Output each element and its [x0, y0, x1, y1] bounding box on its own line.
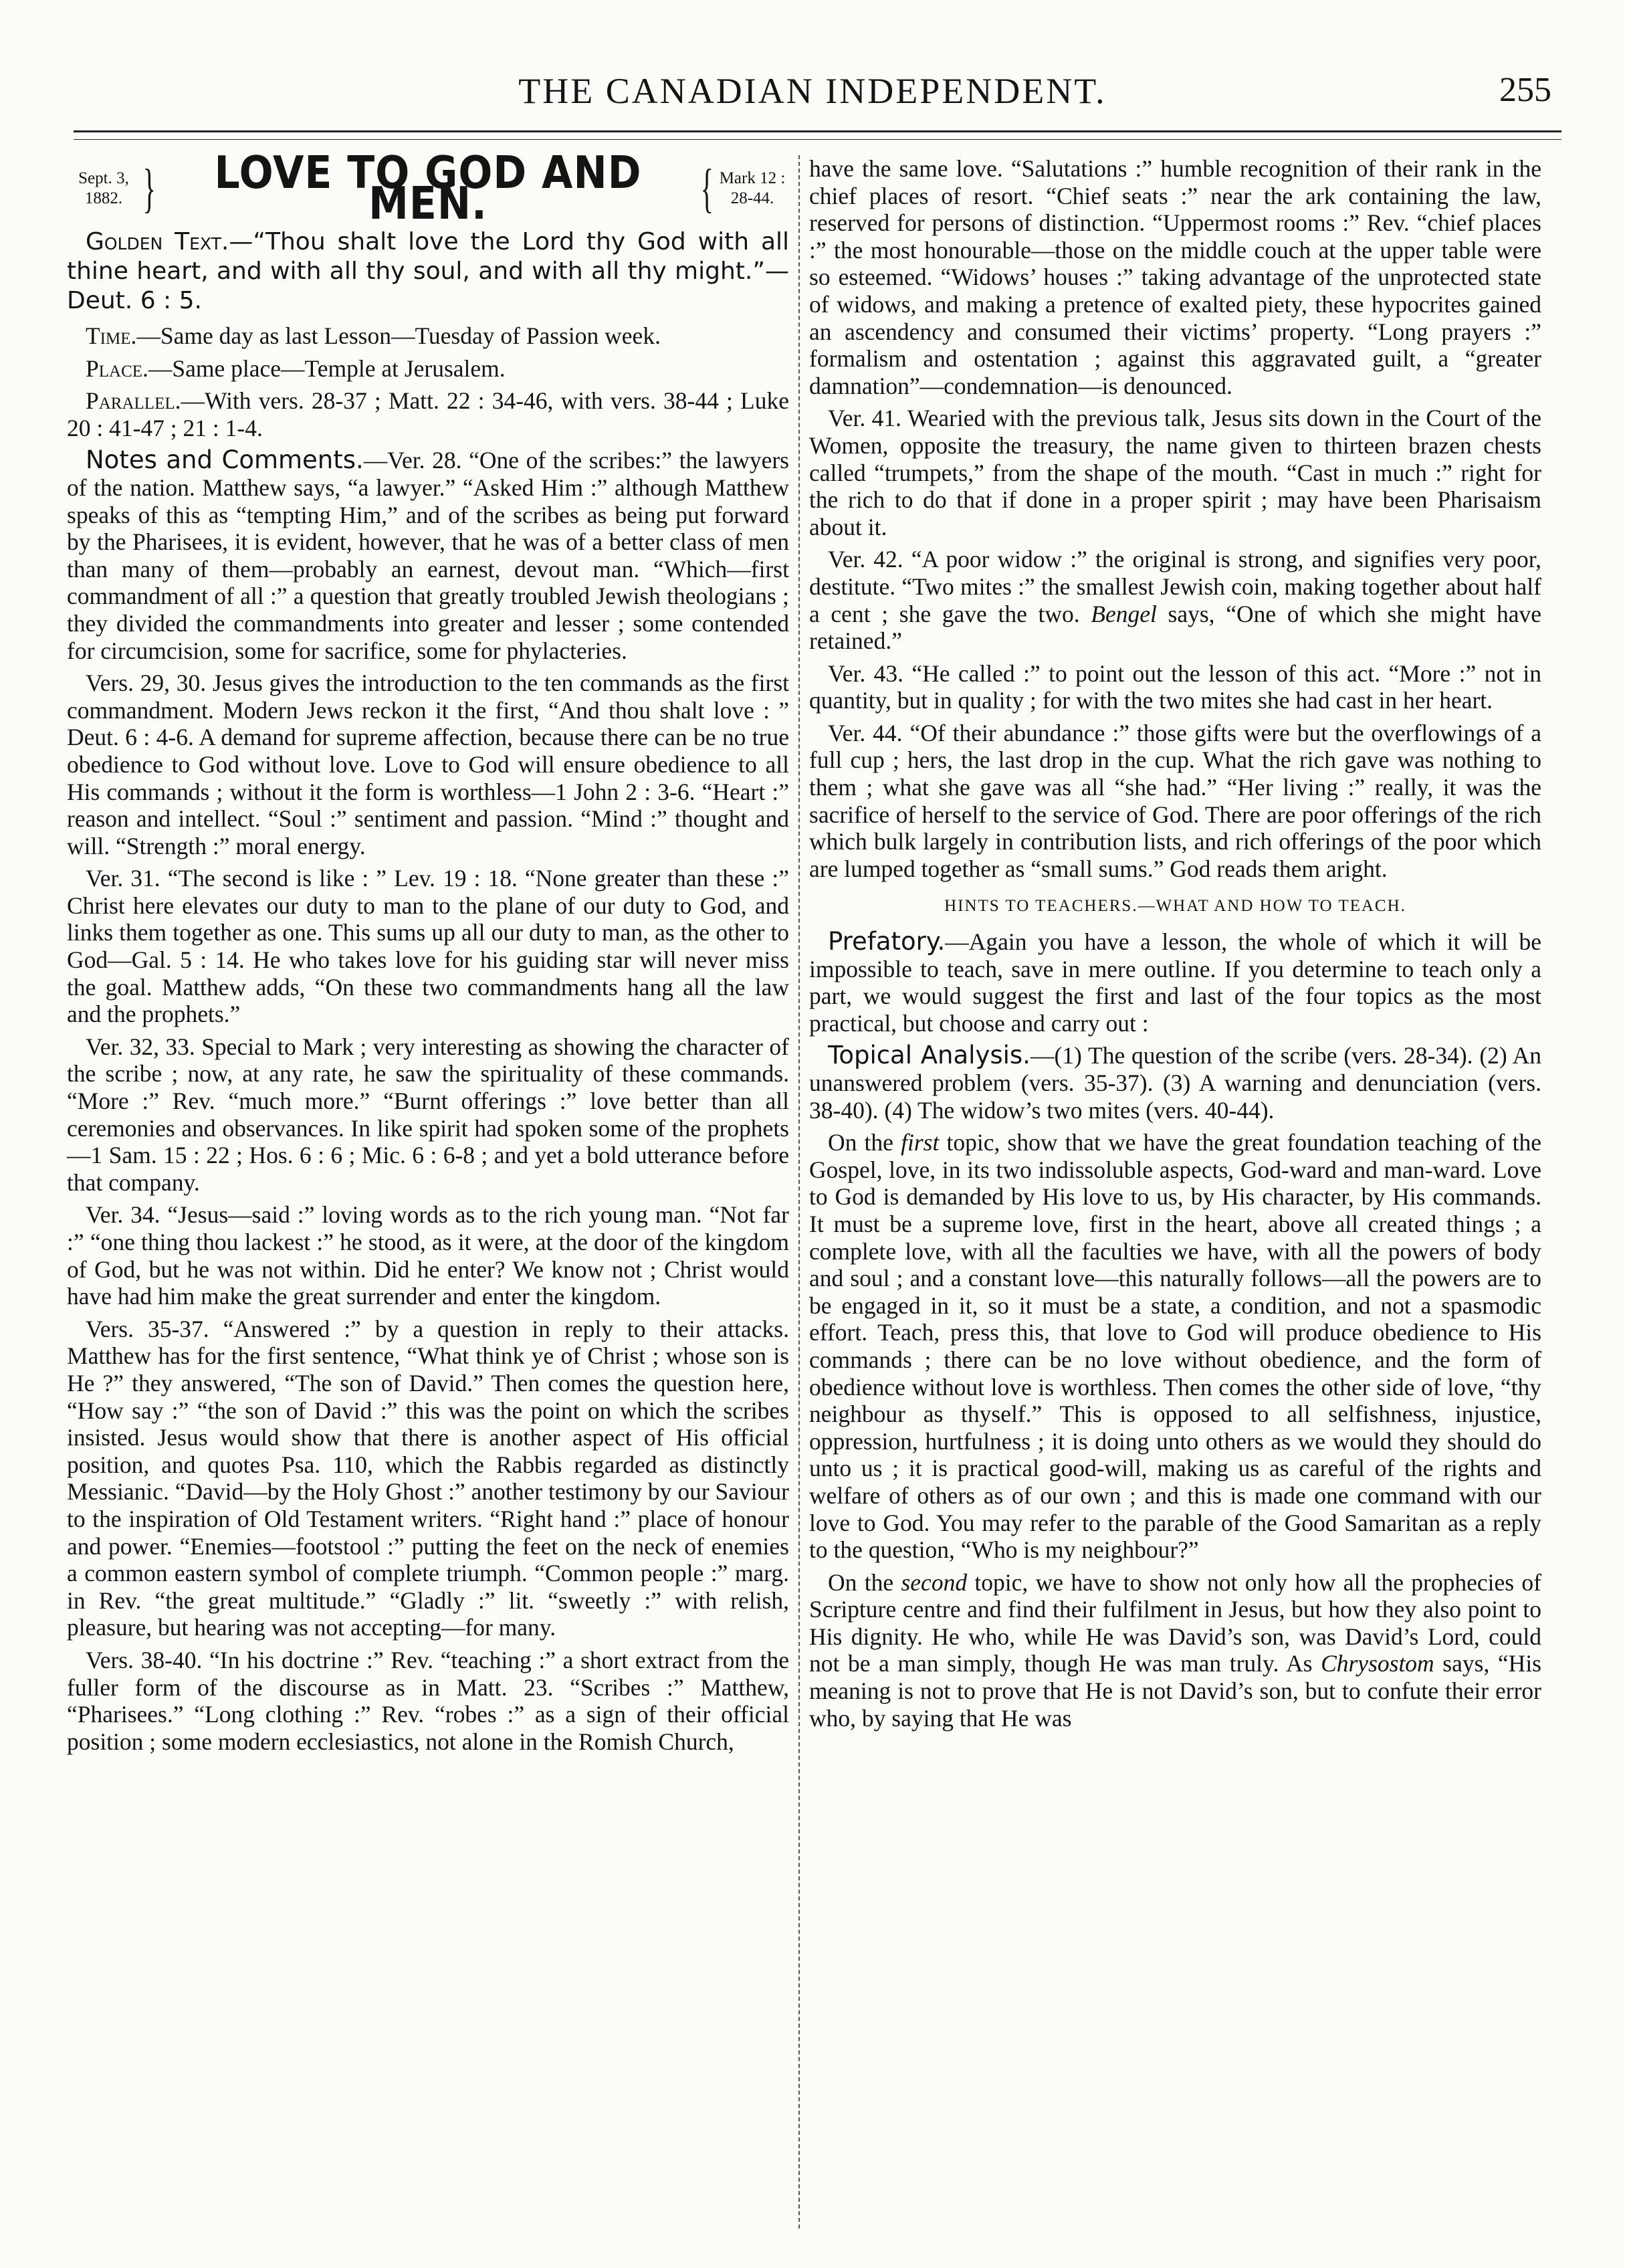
ver-34-paragraph: Ver. 34. “Jesus—said :” loving words as to the rich young man. “Not far :” “one thing thou lackest :” he stood, as it were, at the door of the kingdom of God, but he was not within. Did he enter? We know not ; Christ would have had him make the great surrender and enter the kingdom.: [67, 1201, 789, 1310]
parallel-paragraph: [67, 387, 789, 441]
continued-paragraph: have the same love. “Salutations :” humble recognition of their rank in the chief places of resort. “Chief seats :” near the ark containing the law, reserved for persons of distinction. “Uppermost rooms :” Rev. “chief places :” the most honourable—those on the middle couch at the upper table were so esteemed. “Widows’ houses :” taking advantage of the unprotected state of widows, and making a pretence of exalted piety, these hypocrites gained an ascendency and consumed their victims’ property. “Long prayers :” formalism and ostentation ; against this aggravated guilt, a “greater damnation”—condemnation—is denounced.: [809, 155, 1541, 399]
lesson-date-line1: Sept. 3,: [78, 169, 129, 187]
ver-41-paragraph: Ver. 41. Wearied with the previous talk, Jesus sits down in the Court of the Women, opposite the treasury, the name given to thirteen brazen chests called “trumpets,” from the shape of the mouth. “Cast in much :” right for the rich to do that if done in a proper spirit ; may have been Pharisaism about it.: [809, 405, 1541, 540]
second-topic-paragraph: [809, 1569, 1541, 1732]
ver-31-paragraph: Ver. 31. “The second is like : ” Lev. 19 : 18. “None greater than these :” Christ here elevates our duty to man to the plane of our duty to God, and links them together as one. This sums up all our duty to man, as the other to God—Gal. 5 : 14. He who takes love for his guiding star will never miss the goal. Matthew adds, “On these two commandments hang all the law and the prophets.”: [67, 865, 789, 1028]
lesson-heading: [67, 146, 789, 230]
vers-35-37-paragraph: Vers. 35-37. “Answered :” by a question in reply to their attacks. Matthew has for the first sentence, “What think ye of Christ ; whose son is He ?” they answered, “The son of David.” Then comes the question here, “How say :” “the son of David :” this was the point on which the scribes insisted. Jesus would show that there is another aspect of His official position, and quotes Psa. 110, which the Rabbis regarded as distinctly Messianic. “David—by the Holy Ghost :” another testimony by our Saviour to the inspiration of Old Testament writers. “Right hand :” place of honour and power. “Enemies—footstool :” putting the feet on the neck of enemies a common eastern symbol of complete triumph. “Common people :” marg. in Rev. “the great multitude.” “Gladly :” lit. “sweetly :” with relish, pleasure, but hearing was not accepting—for many.: [67, 1315, 789, 1641]
header-rule: [74, 130, 1561, 132]
lesson-date: [67, 169, 140, 209]
first-topic-paragraph: [809, 1129, 1541, 1564]
header-rule-thin: [74, 139, 1561, 140]
running-header: [74, 70, 1551, 117]
vers-29-30-paragraph: Vers. 29, 30. Jesus gives the introduction to the ten commands as the first commandment. Modern Jews reckon it the first, “And thou shalt love : ” Deut. 6 : 4-6. A demand for supreme affection, because there can be no true obedience to God without love. Love to God will ensure obedience to all His commands ; without it the form is worthless—1 John 2 : 3-6. “Heart :” reason and intellect. “Soul :” sentiment and passion. “Mind :” thought and will. “Strength :” moral energy.: [67, 669, 789, 859]
column-divider: [798, 155, 800, 2229]
scripture-reference-line1: Mark 12 :: [719, 169, 786, 187]
time-label: Time.: [86, 322, 137, 349]
first-topic-a: On the: [828, 1129, 901, 1156]
place-paragraph: [67, 355, 789, 383]
hints-heading: HINTS TO TEACHERS.—WHAT AND HOW TO TEACH.: [944, 897, 1406, 916]
prefatory-label: Prefatory.: [828, 927, 946, 956]
golden-text: [67, 227, 789, 316]
topical-paragraph: [809, 1042, 1541, 1124]
topical-text: —(1) The question of the scribe (vers. 28-34). (2) An unanswered problem (vers. 35-37). (3) A warning and denunciation (vers. 38-40). (4) The widow’s two mites (vers. 40-44).: [809, 1042, 1541, 1124]
second-topic-a: On the: [828, 1568, 901, 1596]
chrysostom-name: Chrysostom: [1321, 1650, 1434, 1677]
notes-paragraph: [67, 447, 789, 664]
ver-44-paragraph: Ver. 44. “Of their abundance :” those gifts were but the overflowings of a full cup ; hers, the last drop in the cup. What the rich gave was nothing to them ; what she gave was all “she had.” “Her living :” really, it was the sacrifice of herself to the service of God. There are poor offerings of the rich which bulk largely in contribution lists, and rich offerings of the poor which are lumped together as “small sums.” God reads them aright.: [809, 719, 1541, 882]
second-topic-c: says, “His meaning is not to prove that He is not David’s son, but to confute their error who, by saying that He was: [809, 1650, 1541, 1732]
journal-title: THE CANADIAN INDEPENDENT.: [518, 71, 1107, 111]
first-word: first: [901, 1129, 940, 1156]
prefatory-paragraph: [809, 928, 1541, 1037]
golden-text-body: —“Thou shalt love the Lord thy God with all thine heart, and with all thy soul, and with all thy might.”—Deut. 6 : 5.: [67, 228, 790, 314]
topical-label: Topical Analysis.: [828, 1041, 1031, 1070]
notes-label: Notes and Comments.: [86, 445, 364, 475]
ver-43-paragraph: Ver. 43. “He called :” to point out the lesson of this act. “More :” not in quantity, but in quality ; for with the two mites she had cast in her heart.: [809, 659, 1541, 714]
brace-glyph: {: [700, 159, 714, 218]
left-column: [67, 146, 790, 1760]
ver-32-33-paragraph: Ver. 32, 33. Special to Mark ; very interesting as showing the character of the scribe ; now, at any rate, he saw the spirituality of these commands. “More :” Rev. “much more.” “Burnt offerings :” love better than all ceremonies and observances. In like spirit had spoken some of the prophets—1 Sam. 15 : 22 ; Hos. 6 : 6 ; Mic. 6 : 6-8 ; and yet a bold utterance before that company.: [67, 1033, 789, 1196]
vers-38-40-paragraph: Vers. 38-40. “In his doctrine :” Rev. “teaching :” a short extract from the fuller form of the discourse as in Matt. 23. “Scribes :” Matthew, “Pharisees.” “Long clothing :” Rev. “robes :” as a sign of their official position ; some modern ecclesiastics, not alone in the Romish Church,: [67, 1646, 789, 1755]
right-column: [809, 155, 1541, 1737]
brace-glyph: }: [142, 159, 156, 218]
place-label: Place.: [86, 354, 148, 382]
ver-42-text-a: Ver. 42. “A poor widow :” the original is strong, and signifies very poor, destitute. “Two mites :” the smallest Jewish coin, making together about half a cent ; she gave the two.: [809, 546, 1541, 627]
scripture-reference: [716, 169, 789, 209]
notes-text: —Ver. 28. “One of the scribes:” the lawyers of the nation. Matthew says, “a lawyer.” “Asked Him :” although Matthew speaks of this as “tempting Him,” and of the scribes as being put forward by the Pharisees, it is evident, however, that he was of a better class of men than many of them—probably an earnest, devout man. “Which—first commandment of all :” a question that greatly troubled Jewish theologians ; they divided the commandments into greater and lesser ; some contended for circumcision, some for sacrifice, some for phylacteries.: [67, 447, 789, 664]
lesson-date-line2: 1882.: [84, 189, 123, 207]
first-topic-b: topic, show that we have the great foundation teaching of the Gospel, love, in its two indissoluble aspects, God-ward and man-ward. Love to God is demanded by His love to us, by His character, by His commands. It must be a supreme love, first in the heart, above all created things ; a complete love, with all the faculties we have, with all the powers of body and soul ; and a constant love—this naturally follows—all the powers are to be engaged in it, so it must be a state, a condition, and not a spasmodic effort. Teach, press this, that love to God will produce obedience to His commands ; there can be no love without obedience, and the form of obedience without love is worthless. Then comes the other side of love, “thy neighbour as thyself.” This is opposed to all selfishness, injustice, oppression, hurtfulness ; it is doing unto others as we would they should do unto us ; it is practical good-will, making us as careful of the rights and welfare of others as of our own ; and this is made one command with our love to God. You may refer to the parable of the Good Samaritan as a reply to the question, “Who is my neighbour?”: [809, 1129, 1541, 1564]
bengel-name: Bengel: [1091, 600, 1157, 627]
time-text: —Same day as last Lesson—Tuesday of Passion week.: [136, 322, 661, 349]
ver-42-paragraph: [809, 546, 1541, 654]
second-word: second: [901, 1568, 968, 1596]
golden-text-label: Golden Text.: [86, 228, 229, 255]
lesson-title: LOVE TO GOD AND MEN.: [214, 146, 642, 230]
parallel-text: —With vers. 28-37 ; Matt. 22 : 34-46, with vers. 38-44 ; Luke 20 : 41-47 ; 21 : 1-4.: [67, 387, 789, 441]
place-text: —Same place—Temple at Jerusalem.: [148, 354, 506, 382]
second-topic-b: topic, we have to show not only how all the prophecies of Scripture centre and find their fulfilment in Jesus, but how they also point to His dignity. He who, while He was David’s son, was David’s Lord, could not be a man simply, though He was man truly. As: [809, 1568, 1542, 1677]
ver-42-text-b: says, “One of which she might have retained.”: [809, 600, 1541, 655]
prefatory-text: —Again you have a lesson, the whole of which it will be impossible to teach, save in mere outline. If you determine to teach only a part, we would suggest the first and last of the four topics as the most practical, but choose and carry out :: [809, 928, 1541, 1037]
scripture-reference-line2: 28-44.: [730, 189, 774, 207]
page-number: 255: [1499, 71, 1551, 109]
parallel-label: Parallel.: [86, 387, 181, 415]
time-paragraph: [67, 322, 789, 350]
